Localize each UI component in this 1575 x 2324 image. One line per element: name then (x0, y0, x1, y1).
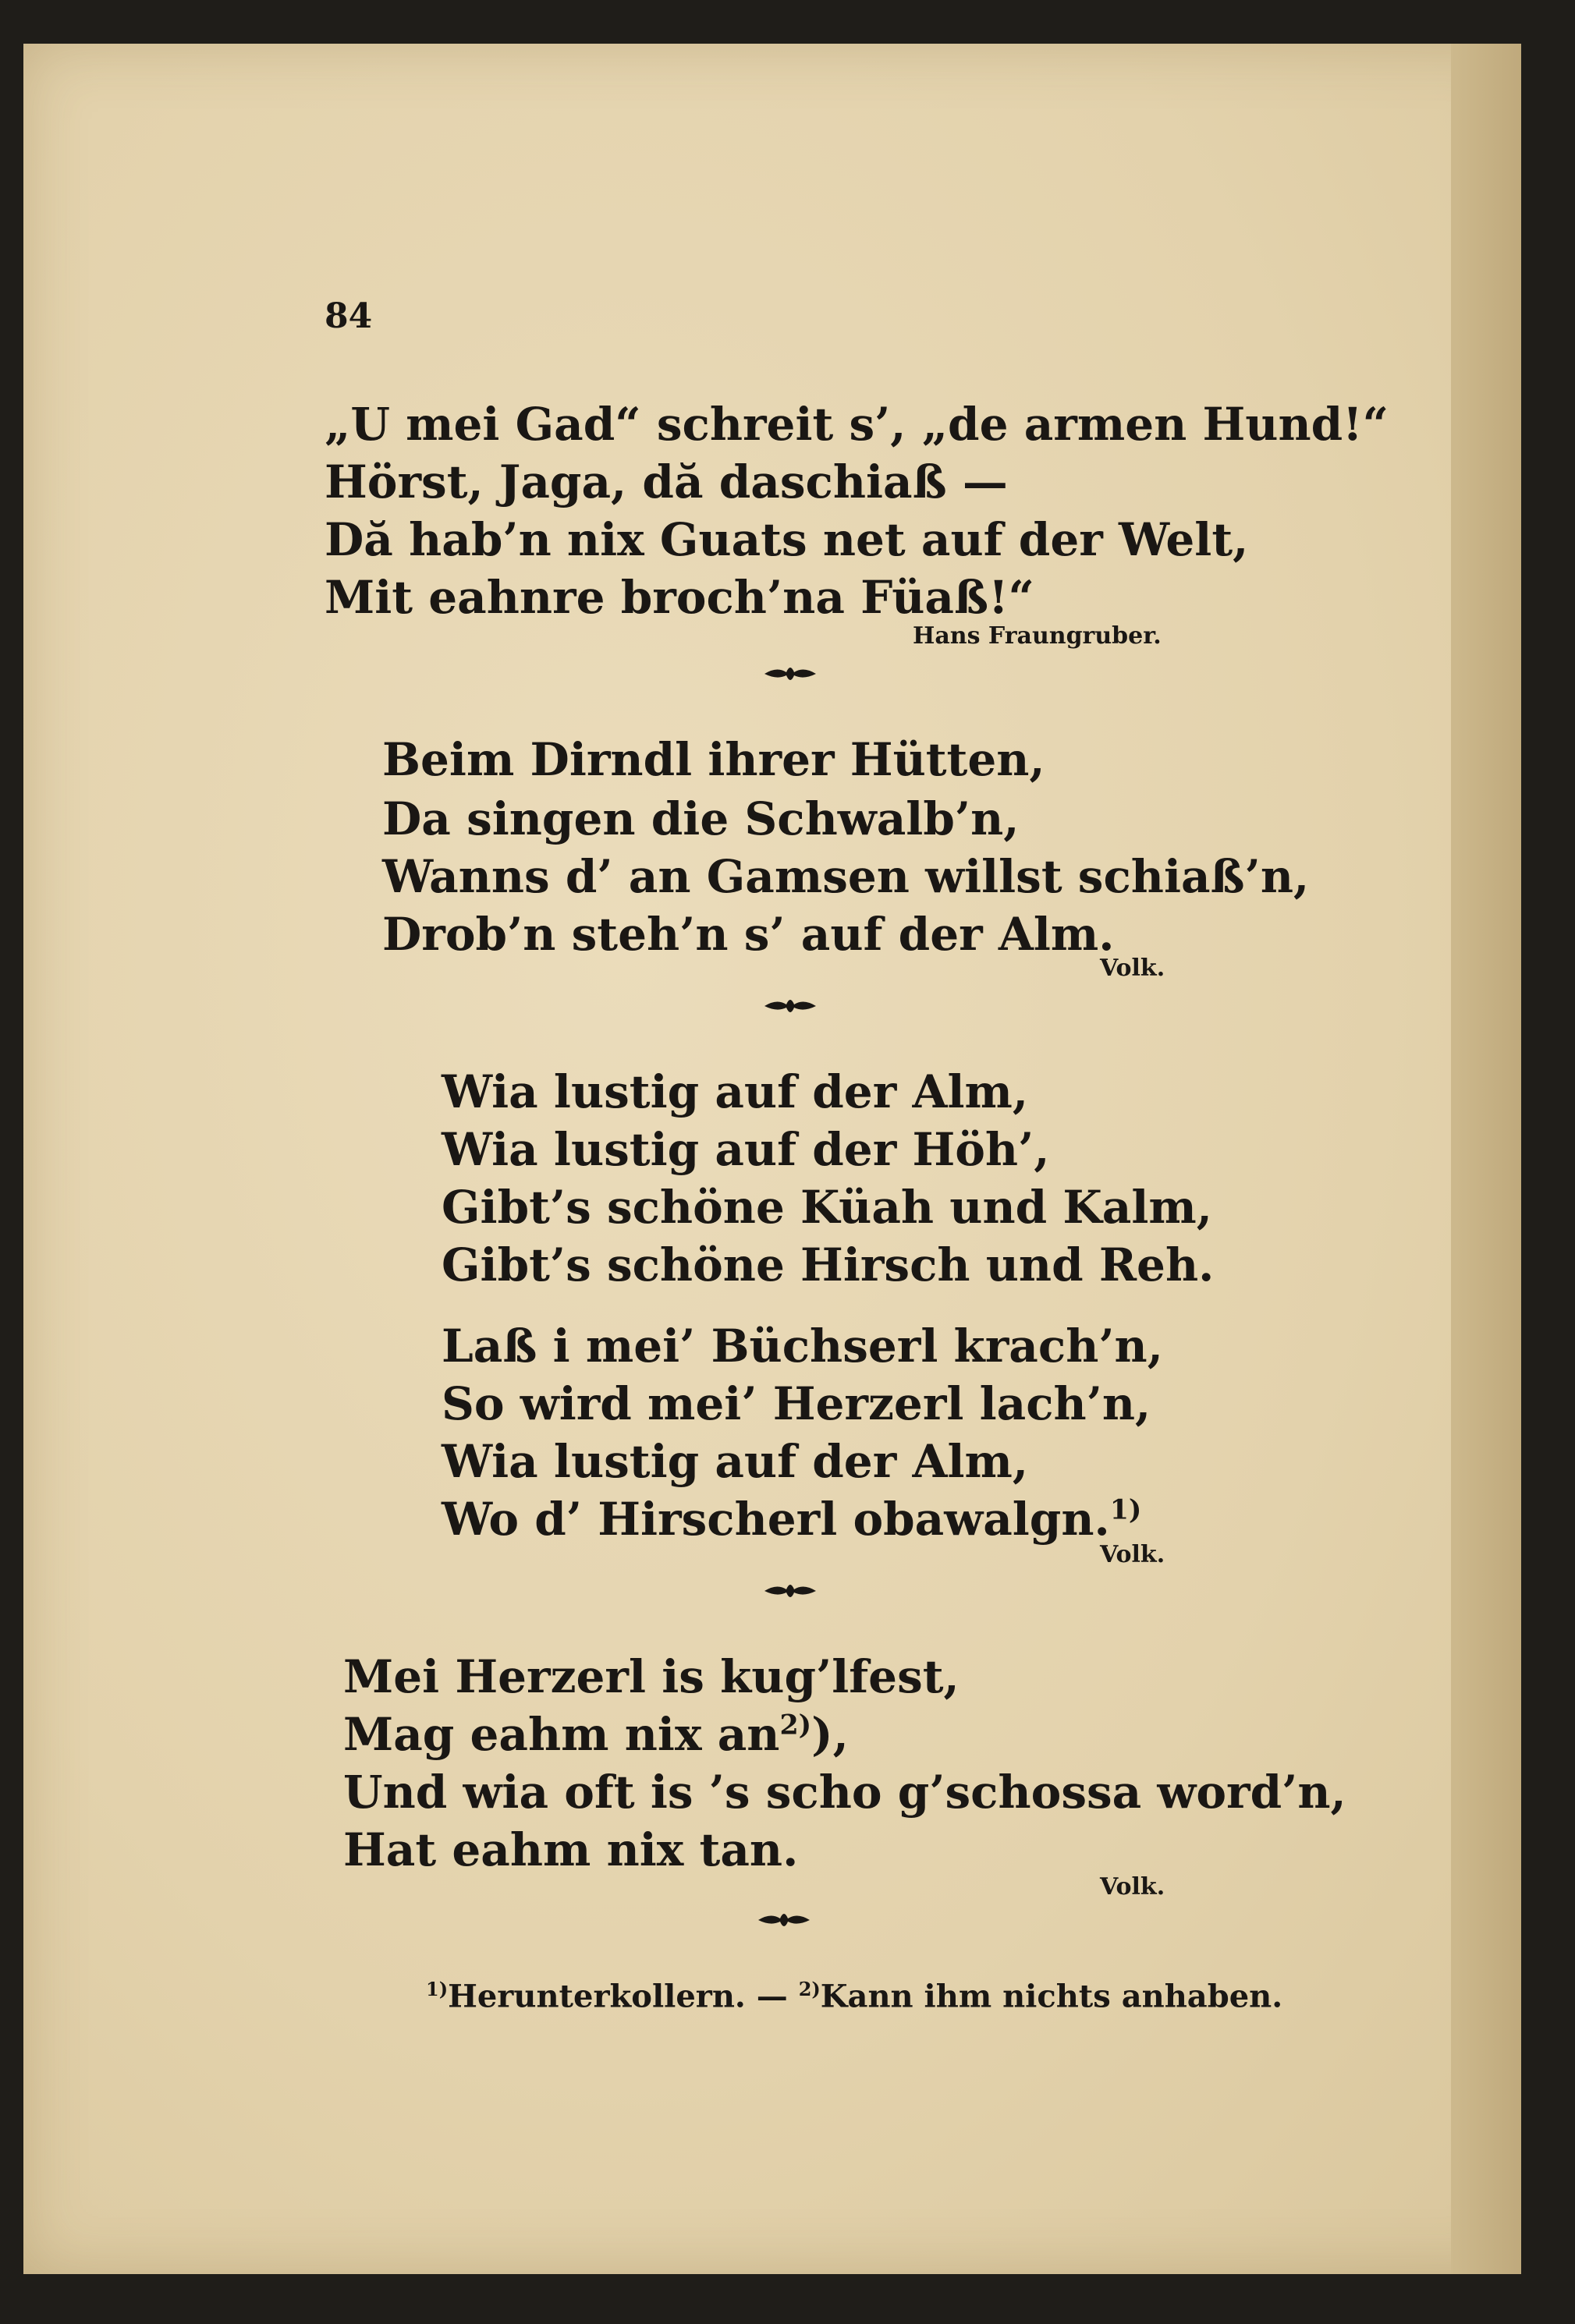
footnote-1-text: Herunterkollern. — (448, 1978, 799, 2015)
poem-3-line-7: Wia lustig auf der Alm, (442, 1435, 1029, 1488)
poem-2-line-3: Wanns d’ an Gamsen willst schiaß’n, (382, 850, 1310, 903)
fleuron-ornament-icon (757, 1906, 811, 1934)
page-number: 84 (325, 296, 373, 336)
poem-4-line-1: Mei Herzerl is kug’lfest, (343, 1650, 960, 1703)
poem-1-line-4: Mit eahnre broch’na Füaß!“ (325, 571, 1034, 624)
poem-4-line-4: Hat eahm nix tan. (343, 1823, 799, 1876)
poem-2-line-2: Da singen die Schwalb’n, (382, 792, 1020, 845)
poem-2-author: Volk. (1100, 955, 1165, 982)
poem-3-line-5: Laß i mei’ Büchserl krach’n, (442, 1320, 1163, 1373)
footnote-2-mark: 2) (798, 1978, 821, 2000)
poem-2-line-4: Drob’n steh’n s’ auf der Alm. (382, 908, 1115, 961)
poem-4-line-2-tail: ), (811, 1708, 849, 1761)
fleuron-ornament-icon (763, 660, 818, 688)
poem-3-line-3: Gibt’s schöne Küah und Kalm, (442, 1181, 1212, 1234)
fleuron-ornament-icon (763, 992, 818, 1020)
poem-4-line-2 (343, 1708, 849, 1761)
poem-4-line-2-text: Mag eahm nix an (343, 1708, 780, 1761)
poem-3-line-6: So wird mei’ Herzerl lach’n, (442, 1377, 1151, 1430)
poem-3-author: Volk. (1100, 1541, 1165, 1568)
fleuron-ornament-icon (763, 1577, 818, 1605)
footnote-mark-1: 1) (1109, 1493, 1142, 1526)
footnote-1-mark: 1) (426, 1978, 449, 2000)
poem-3-line-8-text: Wo d’ Hirscherl obawalgn. (442, 1493, 1110, 1546)
poem-3-line-1: Wia lustig auf der Alm, (442, 1065, 1029, 1118)
poem-1-author: Hans Fraungruber. (913, 622, 1162, 650)
poem-2-line-1: Beim Dirndl ihrer Hütten, (382, 733, 1045, 786)
poem-1-line-3: Dă hab’n nix Guats net auf der Welt, (325, 513, 1249, 566)
poem-3-line-2: Wia lustig auf der Höh’, (442, 1123, 1050, 1176)
poem-4-author: Volk. (1100, 1873, 1165, 1901)
poem-1-line-1: „U mei Gad“ schreit s’, „de armen Hund!“ (325, 398, 1389, 451)
poem-4-line-3: Und wia oft is ’s scho g’schossa word’n, (343, 1766, 1346, 1819)
poem-3-line-4: Gibt’s schöne Hirsch und Reh. (442, 1238, 1215, 1291)
footnote-2-text: Kann ihm nichts anhaben. (820, 1978, 1283, 2015)
page-spine (1451, 44, 1521, 2274)
footnote-mark-2: 2) (779, 1709, 812, 1741)
poem-1-line-2: Hörst, Jaga, dă daschiaß — (325, 455, 1008, 508)
footnote (426, 1978, 1282, 2014)
poem-3-line-8 (442, 1493, 1141, 1546)
